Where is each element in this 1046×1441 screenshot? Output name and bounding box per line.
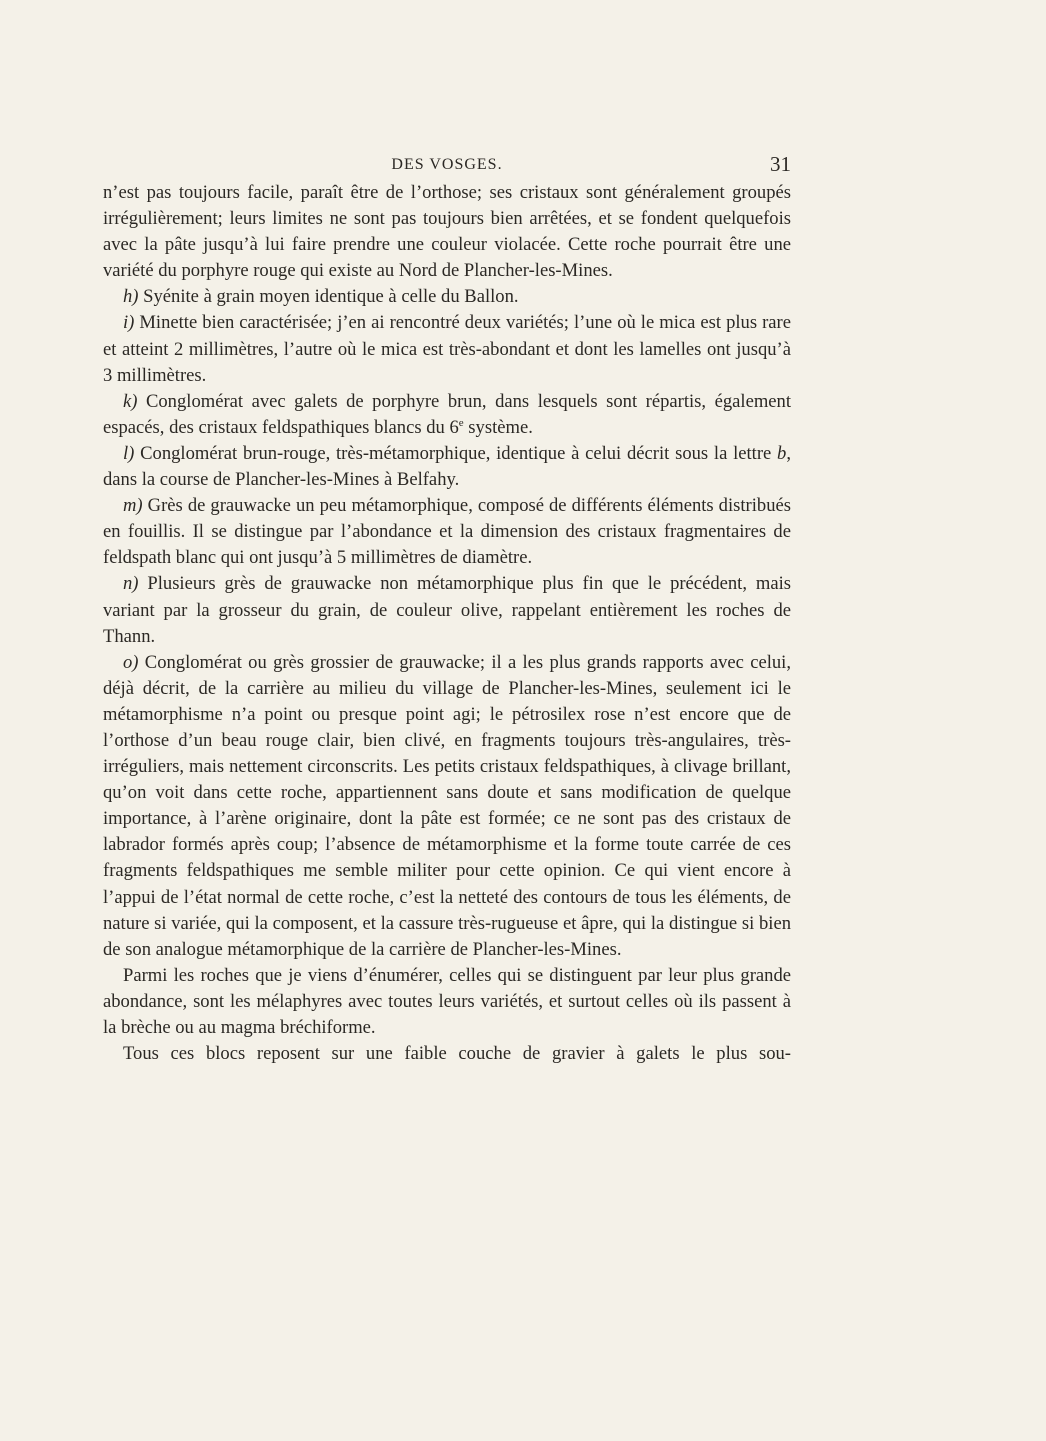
paragraph-text: , dans la course de Plancher-les-Mines à Belfahy. [103, 442, 791, 491]
paragraph-text: Plusieurs grès de grauwacke non métamorphique plus fin que le précédent, mais variant par la grosseur du grain, de couleur olive, rappelant entièrement les roches de Thann. [103, 573, 791, 647]
paragraph-final [103, 1041, 791, 1067]
paragraph-item-h [103, 284, 791, 310]
paragraph-text: Parmi les roches que je viens d’énumérer, celles qui se distinguent par leur plus grande abondance, sont les mélaphyres avec toutes leurs variétés, et surtout celles où ils passent à la brèche ou au magma bréchiforme. [103, 964, 791, 1038]
paragraph-text: Syénite à grain moyen identique à celle du Ballon. [138, 286, 519, 308]
item-letter: n) [123, 573, 139, 595]
running-header [103, 150, 791, 180]
paragraph-text: Minette bien caractérisée; j’en ai rencontré deux variétés; l’une où le mica est plus rare et atteint 2 millimètres, l’autre où le mica est très-abondant et dont les lamelles ont jusqu’à 3 millimètres. [103, 312, 791, 386]
paragraph-text: Conglomérat avec galets de porphyre brun, dans lesquels sont répartis, également espacés, des cristaux feldspathiques blancs du 6 [103, 390, 791, 438]
paragraph-text: Grès de grauwacke un peu métamorphique, composé de différents éléments distribués en fouillis. Il se distingue par l’abondance et la dimension des cristaux fragmentaires de feldspath blanc qui ont jusqu’à 5 millimètres de diamètre. [103, 495, 791, 569]
superscript: e [458, 416, 464, 429]
paragraph-item-i [103, 310, 791, 388]
paragraph-text: système. [463, 416, 533, 438]
item-letter: l) [123, 442, 135, 464]
paragraph-text: Conglomérat brun-rouge, très-métamorphique, identique à celui décrit sous la lettre [134, 442, 778, 464]
reference-letter: b [777, 442, 787, 464]
paragraph [103, 963, 791, 1041]
item-letter: m) [123, 495, 143, 517]
page-number: 31 [770, 152, 791, 176]
body-text [103, 180, 791, 1067]
running-title: DES VOSGES. [391, 156, 503, 173]
paragraph-text: Tous ces blocs reposent sur une faible couche de gravier à galets le plus sou- [123, 1043, 791, 1065]
item-letter: h) [123, 286, 139, 308]
paragraph-text: n’est pas toujours facile, paraît être de l’orthose; ses cristaux sont généralement groupés irrégulièrement; leurs limites ne sont pas toujours bien arrêtées, et se fondent quelquefois avec la pâte jusqu’à lui faire prendre une couleur violacée. Cette roche pourrait être une variété du porphyre rouge qui existe au Nord de Plancher-les-Mines. [103, 182, 791, 282]
paragraph-item-n [103, 571, 791, 649]
paragraph-item-m [103, 493, 791, 571]
item-letter: o) [123, 651, 139, 673]
item-letter: i) [123, 312, 135, 334]
paragraph-item-o [103, 650, 791, 963]
paragraph-item-k [103, 389, 791, 441]
page [103, 150, 791, 1067]
paragraph [103, 180, 791, 284]
item-letter: k) [123, 390, 138, 412]
paragraph-item-l [103, 441, 791, 493]
paragraph-text: Conglomérat ou grès grossier de grauwacke; il a les plus grands rapports avec celui, déjà décrit, de la carrière au milieu du village de Plancher-les-Mines, seulement ici le métamorphisme n’a point ou presque point agi; le pétrosilex rose n’est encore que de l’orthose d’un beau rouge clair, bien clivé, en fragments toujours très-angulaires, très-irréguliers, mais nettement circonscrits. Les petits cristaux feldspathiques, à clivage brillant, qu’on voit dans cette roche, appartiennent sans doute et sans modification de quelque importance, à l’arène originaire, dont la pâte est formée; ce ne sont pas des cristaux de labrador formés après coup; l’absence de métamorphisme et la forme toute carrée de ces fragments feldspathiques me semble militer pour cette opinion. Ce qui vient encore à l’appui de l’état normal de cette roche, c’est la netteté des contours de tous les éléments, de nature si variée, qui la composent, et la cassure très-rugueuse et âpre, qui la distingue si bien de son analogue métamorphique de la carrière de Plancher-les-Mines. [103, 651, 791, 960]
